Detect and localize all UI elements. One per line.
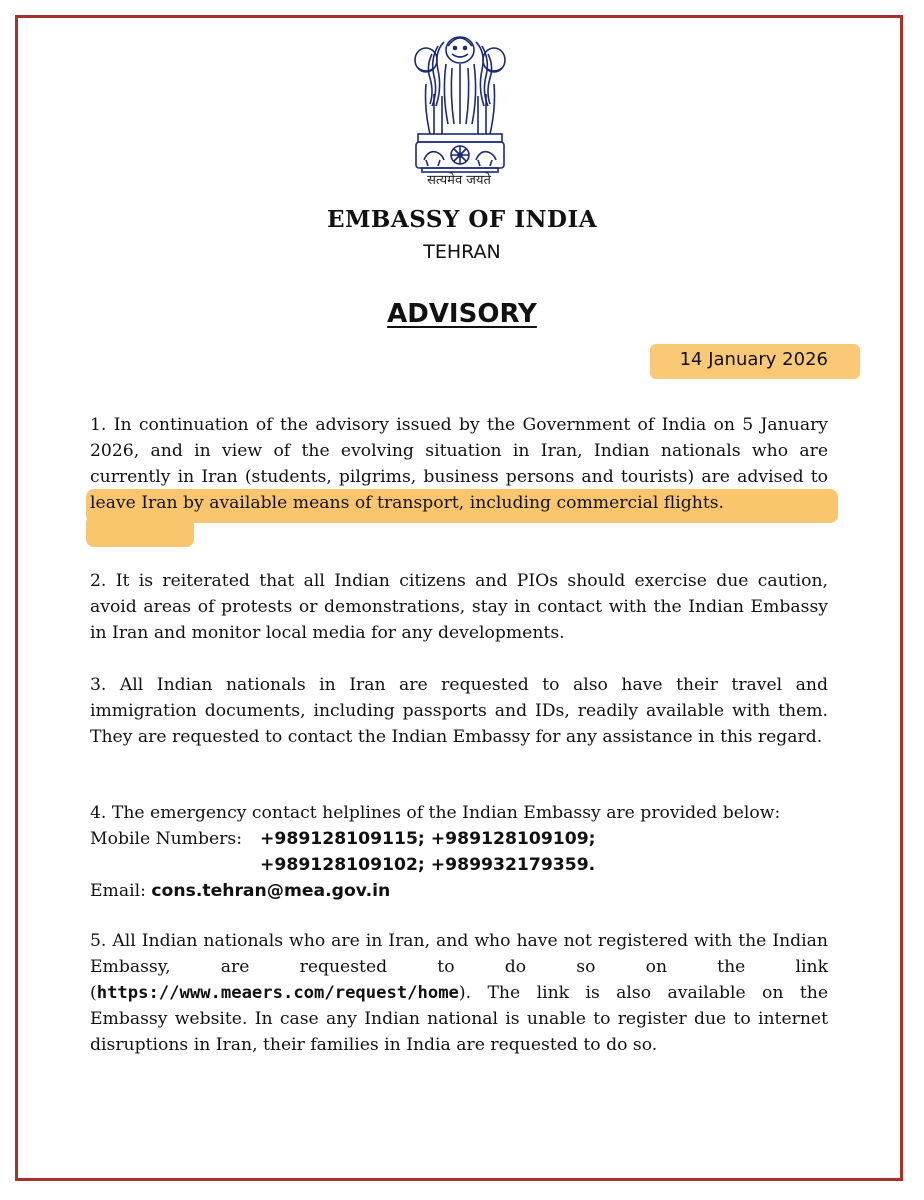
- paragraph-3: 3. All Indian nationals in Iran are requested to also have their travel and immigration documents, including passports and IDs, readily available with them. They are requested to contact the Indian Embassy for any assistance in this regard.: [90, 675, 828, 747]
- advisory-heading: ADVISORY: [387, 299, 537, 329]
- paragraph-5: [90, 928, 828, 1058]
- national-emblem-icon: [404, 24, 516, 192]
- helpline-intro: 4. The emergency contact helplines of the Indian Embassy are provided below:: [90, 803, 781, 823]
- mobile-numbers-label: Mobile Numbers:: [90, 829, 242, 849]
- email-row: [90, 878, 828, 904]
- mobile-numbers-row2: [90, 852, 828, 878]
- embassy-title: EMBASSY OF INDIA: [326, 206, 598, 233]
- email-address: cons.tehran@mea.gov.in: [151, 881, 391, 901]
- paragraph-4: [90, 800, 828, 904]
- paragraph-1-highlighted-text: advised to leave Iran by available means of transport, including commercial flights.: [90, 467, 829, 513]
- registration-link[interactable]: https://www.meaers.com/request/home: [96, 983, 459, 1003]
- mobile-numbers-row: [90, 826, 828, 852]
- paragraph-1-text: 1. In continuation of the advisory issued by the Government of India on 5 January 2026, and in view of the evolving situation in Iran, Indian nationals who are currently in Iran (students, pilgrims, business persons and tourists) are: [90, 415, 828, 487]
- paragraph-1: [90, 412, 828, 516]
- mobile-numbers-line2: +989128109102; +989932179359.: [260, 855, 596, 875]
- paragraph-5-text: 5. All Indian nationals who are in Iran, and who have not registered with the Indian Embassy, are requested to do so on the link (: [90, 931, 828, 1003]
- paragraph-5-text-end: ). The link is also available on the Embassy website. In case any Indian national is unable to register due to internet disruptions in Iran, their families in India are requested to do so.: [90, 983, 828, 1055]
- text-highlight-line2: [86, 515, 194, 547]
- paragraph-2: 2. It is reiterated that all Indian citizens and PIOs should exercise due caution, avoid areas of protests or demonstrations, stay in contact with the Indian Embassy in Iran and monitor local media for any developments.: [90, 571, 828, 643]
- national-motto: सत्यमेव जयते: [427, 173, 491, 188]
- embassy-city: TEHRAN: [423, 241, 501, 263]
- advisory-date: 14 January 2026: [679, 349, 828, 370]
- mobile-numbers-line1: +989128109115; +989128109109;: [260, 829, 596, 849]
- email-label: Email:: [90, 881, 146, 901]
